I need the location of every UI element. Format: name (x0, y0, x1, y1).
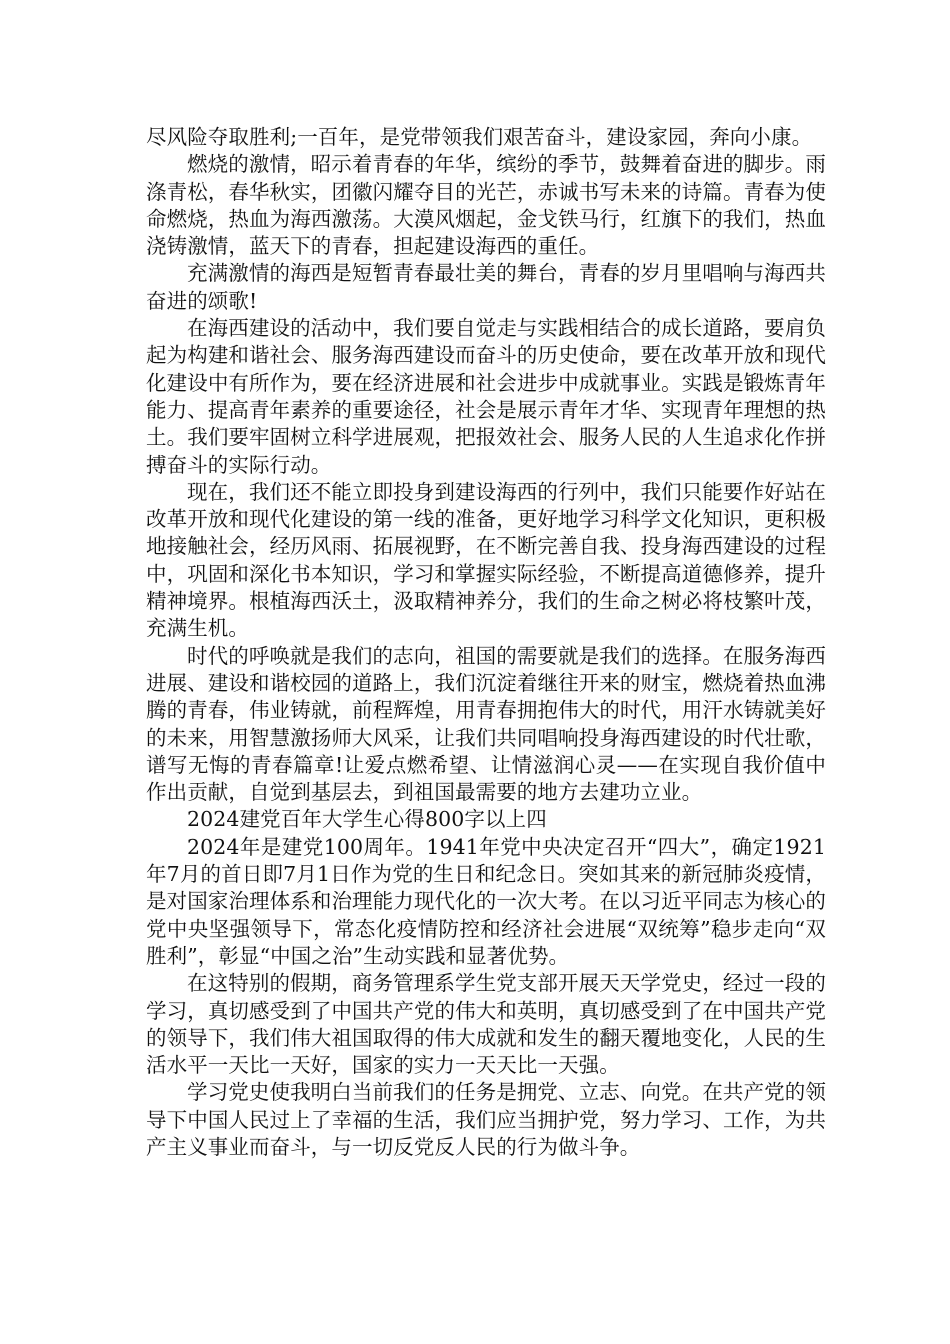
paragraph-study: 在这特别的假期，商务管理系学生党支部开展天天学党史，经过一段的学习，真切感受到了中国共产党的伟大和英明，真切感受到了在中国共产党的领导下，我们伟大祖国取得的伟大成就和发生的翻天覆地变化，人民的生活水平一天比一天好，国家的实力一天天比一天强。 (146, 971, 826, 1078)
paragraph-passion: 燃烧的激情，昭示着青春的年华，缤纷的季节，鼓舞着奋进的脚步。雨涤青松，春华秋实，团徽闪耀夺目的光芒，赤诚书写未来的诗篇。青春为使命燃烧，热血为海西激荡。大漠风烟起，金戈铁马行，红旗下的我们，热血浇铸激情，蓝天下的青春，担起建设海西的重任。 (146, 152, 826, 259)
section-heading: 2024建党百年大学生心得800字以上四 (187, 807, 547, 832)
paragraph-preparation: 现在，我们还不能立即投身到建设海西的行列中，我们只能要作好站在改革开放和现代化建设的第一线的准备，更好地学习科学文化知识，更积极地接触社会，经历风雨、拓展视野，在不断完善自我、投身海西建设的过程中，巩固和深化书本知识，学习和掌握实际经验，不断提高道德修养，提升精神境界。根植海西沃土，汲取精神养分，我们的生命之树必将枝繁叶茂，充满生机。 (146, 479, 826, 641)
paragraph-calling: 时代的呼唤就是我们的志向，祖国的需要就是我们的选择。在服务海西进展、建设和谐校园的道路上，我们沉淀着继往开来的财宝，燃烧着热血沸腾的青春，伟业铸就，前程辉煌，用青春拥抱伟大的时代，用汗水铸就美好的未来，用智慧激扬师大风采，让我们共同唱响投身海西建设的时代壮歌，谱写无悔的青春篇章!让爱点燃希望、让情滋润心灵——在实现自我价值中作出贡献，自觉到基层去，到祖国最需要的地方去建功立业。 (146, 643, 826, 805)
paragraph-task: 学习党史使我明白当前我们的任务是拥党、立志、向党。在共产党的领导下中国人民过上了幸福的生活，我们应当拥护党，努力学习、工作，为共产主义事业而奋斗，与一切反党反人民的行为做斗争。 (146, 1080, 826, 1159)
paragraph-practice: 在海西建设的活动中，我们要自觉走与实践相结合的成长道路，要肩负起为构建和谐社会、服务海西建设而奋斗的历史使命，要在改革开放和现代化建设中有所作为，要在经济进展和社会进步中成就事业。实践是锻炼青年能力、提高青年素养的重要途径，社会是展示青年才华、实现青年理想的热土。我们要牢固树立科学进展观，把报效社会、服务人民的人生追求化作拼搏奋斗的实际行动。 (146, 316, 826, 477)
paragraph-continuation: 尽风险夺取胜利;一百年，是党带领我们艰苦奋斗，建设家园，奔向小康。 (146, 125, 813, 149)
document-body (146, 124, 826, 1161)
paragraph-stage: 充满激情的海西是短暂青春最壮美的舞台，青春的岁月里唱响与海西共奋进的颂歌! (146, 261, 826, 313)
paragraph-centenary: 2024年是建党100周年。1941年党中央决定召开“四大”，确定1921年7月的首日即7月1日作为党的生日和纪念日。突如其来的新冠肺炎疫情，是对国家治理体系和治理能力现代化的一次大考。在以习近平同志为核心的党中央坚强领导下，常态化疫情防控和经济社会进展“双统筹”稳步走向“双胜利”，彰显“中国之治”生动实践和显著优势。 (146, 834, 826, 968)
